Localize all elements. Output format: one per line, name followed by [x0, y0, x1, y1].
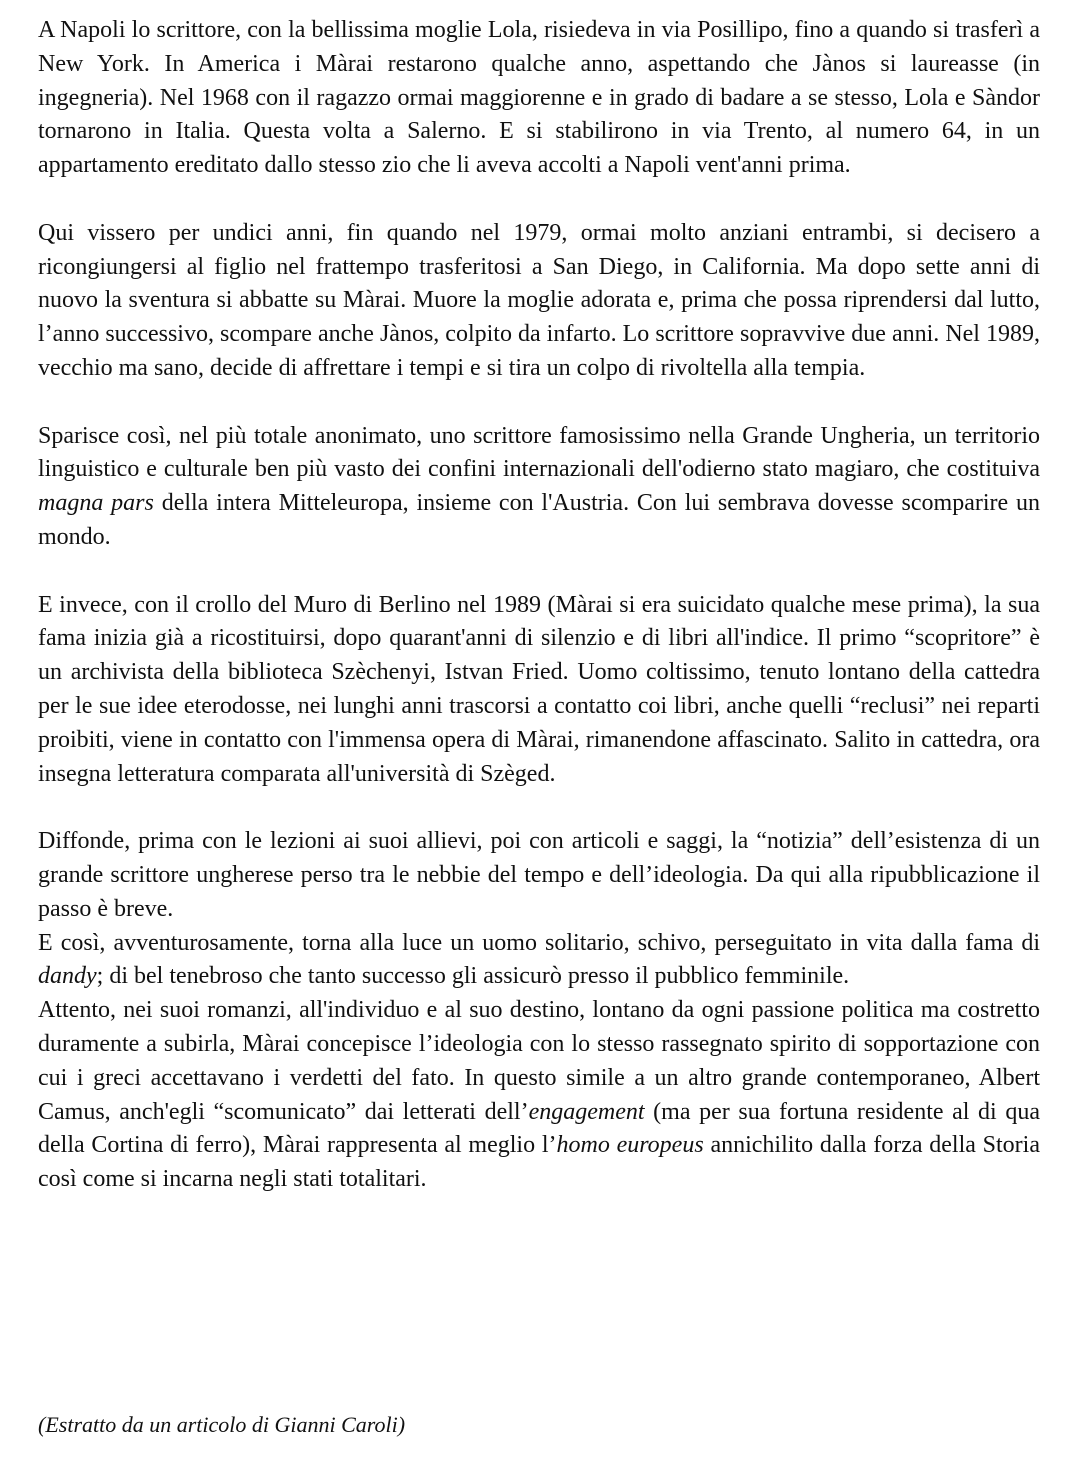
italic-text-run: dandy: [38, 963, 97, 990]
text-run: E così, avventurosamente, torna alla luce un uomo solitario, schivo, perseguitato in vita dalla fama di: [38, 929, 1040, 956]
text-run: Diffonde, prima con le lezioni ai suoi allievi, poi con articoli e saggi, la “notizia” dell’esistenza di un grande scrittore ungherese perso tra le nebbie del tempo e dell’ideologia. Da qui alla ripubblicazione il passo è breve.: [38, 828, 1040, 922]
text-run: annichilito dalla forza della Storia così come si incarna negli stati totalitari.: [38, 1132, 1040, 1193]
italic-text-run: engagement: [528, 1098, 645, 1125]
text-run: A Napoli lo scrittore, con la bellissima moglie Lola, risiedeva in via Posillipo, fino a quando si trasferì a New York. In America i Màrai restarono qualche anno, aspettando che Jànos si laureasse (in ingegneria). Nel 1968 con il ragazzo ormai maggiorenne e in grado di badare a se stesso, Lola e Sàndor tornarono in Italia. Questa volta a Salerno. E si stabilirono in via Trento, al numero 64, in un appartamento ereditato dallo stesso zio che li aveva accolti a Napoli vent'anni prima.: [38, 17, 1040, 179]
paragraph-7: [38, 994, 1040, 1197]
paragraph-4: [38, 589, 1040, 792]
italic-text-run: homo europeus: [556, 1132, 704, 1159]
italic-text-run: magna pars: [38, 490, 154, 517]
paragraph-2: [38, 217, 1040, 386]
text-run: (ma per sua fortuna residente al di qua della Cortina di ferro), Màrai rappresenta al meglio l’: [38, 1098, 1040, 1159]
text-run: Sparisce così, nel più totale anonimato, uno scrittore famosissimo nella Grande Ungheria, un territorio linguistico e culturale ben più vasto dei confini internazionali dell'odierno stato magiaro, che costituiva: [38, 422, 1040, 483]
text-run: E invece, con il crollo del Muro di Berlino nel 1989 (Màrai si era suicidato qualche mese prima), la sua fama inizia già a ricostituirsi, dopo quarant'anni di silenzio e di libri all'indice. Il primo “scopritore” è un archivista della biblioteca Szèchenyi, Istvan Fried. Uomo coltissimo, tenuto lontano della cattedra per le sue idee eterodosse, nei lunghi anni trascorsi a contatto coi libri, anche quelli “reclusi” nei reparti proibiti, viene in contatto con l'immensa opera di Màrai, rimanendone affascinato. Salito in cattedra, ora insegna letteratura comparata all'università di Szèged.: [38, 591, 1040, 787]
text-run: Attento, nei suoi romanzi, all'individuo e al suo destino, lontano da ogni passione politica ma costretto duramente a subirla, Màrai concepisce l’ideologia con lo stesso rassegnato spirito di sopportazione con cui i greci accettavano i verdetti del fato. In questo simile a un altro grande contemporaneo, Albert Camus, anch'egli “scomunicato” dai letterati dell’: [38, 997, 1040, 1125]
text-run: Qui vissero per undici anni, fin quando nel 1979, ormai molto anziani entrambi, si decisero a ricongiungersi al figlio nel frattempo trasferitosi a San Diego, in California. Ma dopo sette anni di nuovo la sventura si abbatte su Màrai. Muore la moglie adorata e, prima che possa riprendersi dal lutto, l’anno successivo, scompare anche Jànos, colpito da infarto. Lo scrittore sopravvive due anni. Nel 1989, vecchio ma sano, decide di affrettare i tempi e si tira un colpo di rivoltella alla tempia.: [38, 219, 1040, 381]
source-attribution: (Estratto da un articolo di Gianni Caroli): [38, 1412, 406, 1437]
paragraph-6: [38, 927, 1040, 995]
paragraph-1: [38, 14, 1040, 183]
text-run: ; di bel tenebroso che tanto successo gli assicurò presso il pubblico femminile.: [96, 963, 850, 990]
paragraph-3: [38, 420, 1040, 555]
text-run: della intera Mitteleuropa, insieme con l'Austria. Con lui sembrava dovesse scomparire un mondo.: [38, 490, 1040, 550]
paragraph-5: [38, 825, 1040, 926]
article-body: [38, 14, 1040, 1197]
